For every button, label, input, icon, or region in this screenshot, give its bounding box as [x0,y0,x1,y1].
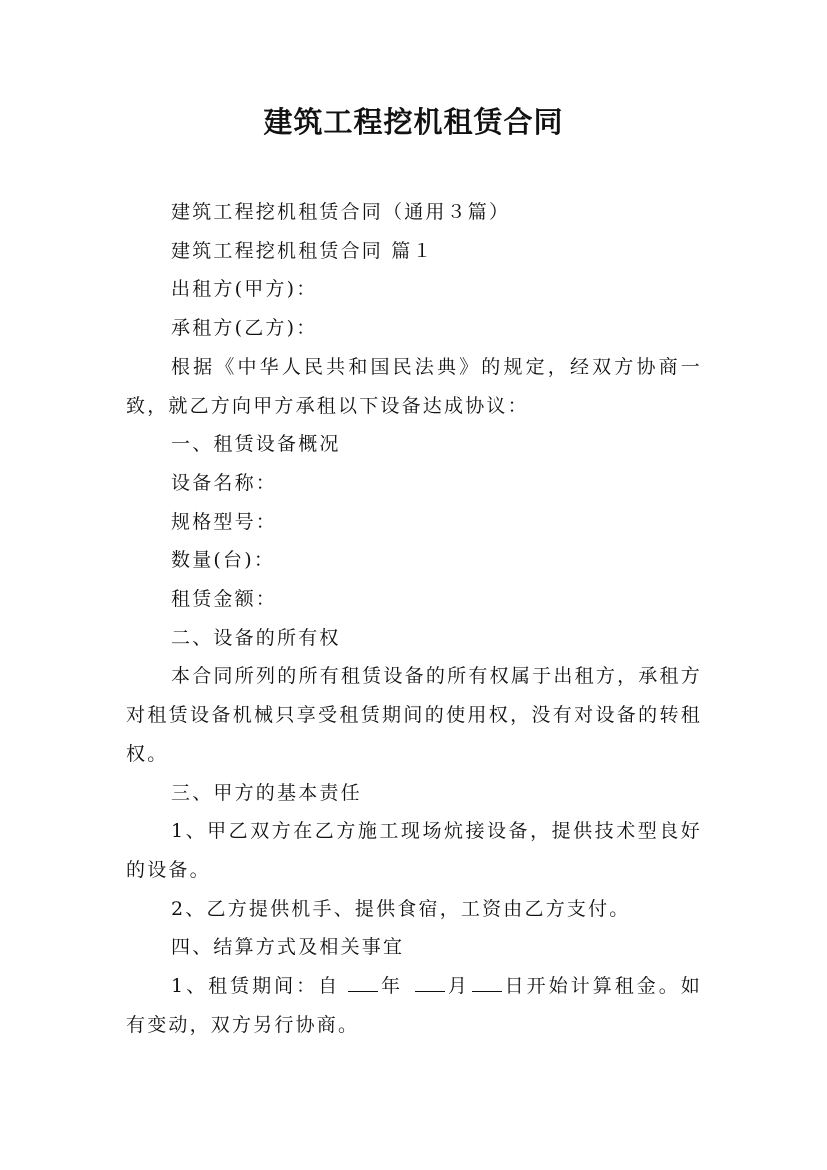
section-heading: 二、设备的所有权 [171,626,341,649]
paragraph: 建筑工程挖机租赁合同 篇１ [171,239,434,262]
paragraph: 根据《中华人民共和国民法典》的规定，经双方协商一致，就乙方向甲方承租以下设备达成协议： [126,355,702,417]
month-blank [415,969,445,992]
document-body [126,193,702,1044]
paragraph: 承租方(乙方)： [171,317,318,340]
paragraph: 2、乙方提供机手、提供食宿，工资由乙方支付。 [171,897,631,920]
year-blank [348,969,378,992]
year-label: 年 [380,975,404,998]
lease-period-suffix: 日开始计算租金。如有变动，双方另行协商。 [126,975,702,1036]
paragraph: 1、甲乙双方在乙方施工现场炕接设备，提供技术型良好的设备。 [126,820,702,881]
paragraph: 规格型号： [171,510,278,533]
paragraph: 本合同所列的所有租赁设备的所有权属于出租方，承租方对租赁设备机械只享受租赁期间的使用权，没有对设备的转租权。 [126,665,702,765]
month-label: 月 [447,975,470,998]
paragraph: 设备名称： [171,471,278,494]
lease-period-prefix: 1、租赁期间：自 [171,975,341,998]
day-blank [472,969,502,992]
paragraph: 数量(台)： [171,549,276,572]
section-heading: 一、租赁设备概况 [171,433,341,456]
paragraph: 租赁金额： [171,588,278,611]
section-heading: 三、甲方的基本责任 [171,781,362,804]
paragraph: 建筑工程挖机租赁合同（通用３篇） [171,201,511,223]
section-heading: 四、结算方式及相关事宜 [171,936,405,959]
paragraph: 出租方(甲方)： [171,278,318,301]
lease-period-paragraph [126,967,702,1044]
document-title: 建筑工程挖机租赁合同 [263,105,564,139]
